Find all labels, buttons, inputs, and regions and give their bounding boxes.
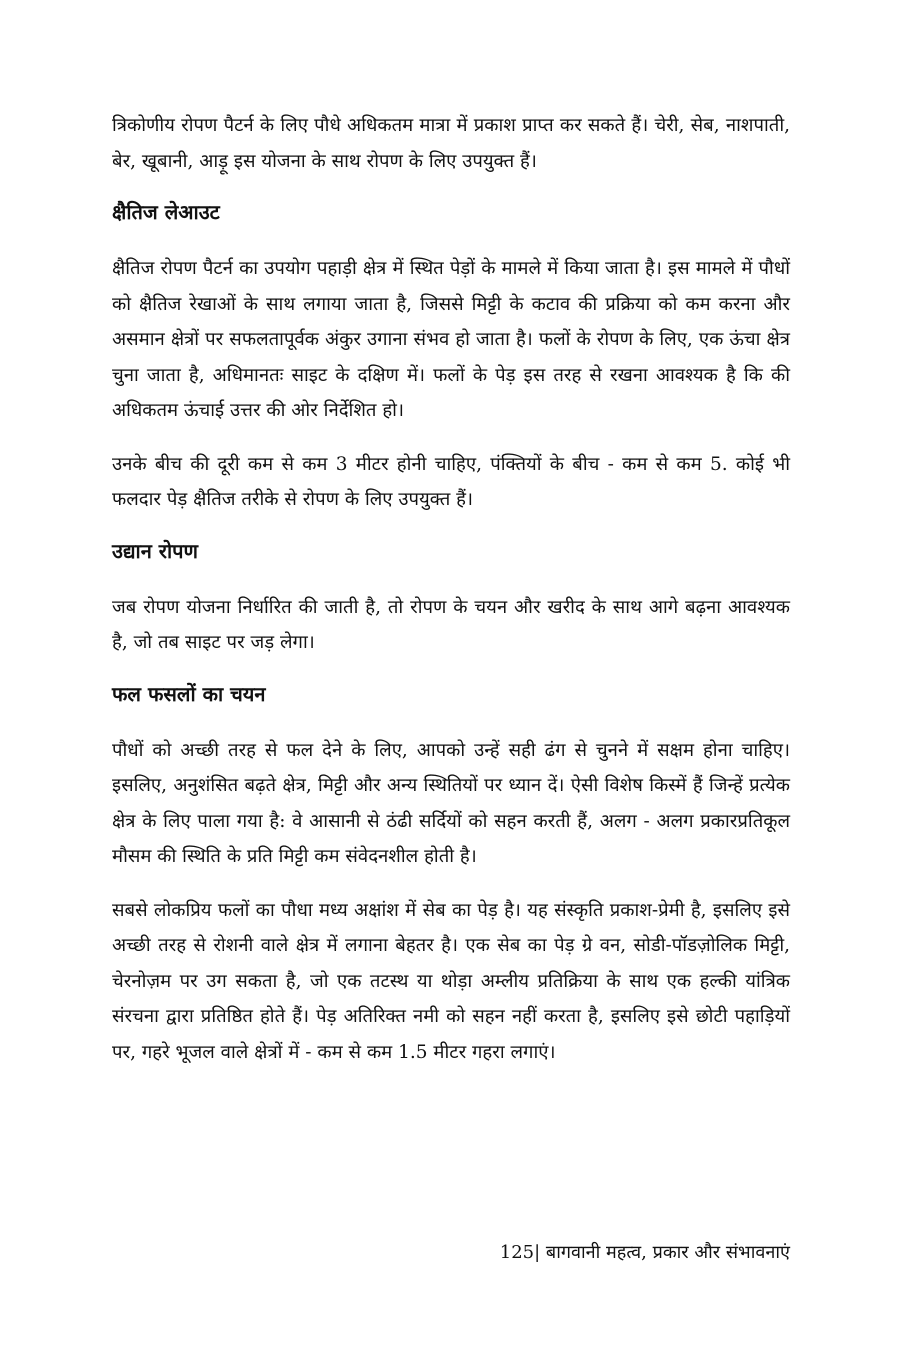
heading-fruit-crop-selection: फल फसलों का चयन bbox=[112, 681, 266, 706]
paragraph-choosing-plants: पौधों को अच्छी तरह से फल देने के लिए, आपको उन्हें सही ढंग से चुनने में सक्षम होना चाहिए। इसलिए, अनुशंसित बढ़ते क्षेत्र, मिट्टी और अन्य स्थितियों पर ध्यान दें। ऐसी विशेष किस्में हैं जिन्हें प्रत्येक क्षेत्र के लिए पाला गया है: वे आसानी से ठंढी सर्दियों को सहन करती हैं, अलग - अलग प्रकारप्रतिकूल मौसम की स्थिति के प्रति मिट्टी कम संवेदनशील होती है। bbox=[112, 739, 790, 867]
heading-horizontal-layout: क्षैतिज लेआउट bbox=[112, 200, 220, 224]
page-footer: 125| बागवानी महत्व, प्रकार और संभावनाएं bbox=[499, 1242, 790, 1263]
heading-garden-planting: उद्यान रोपण bbox=[112, 538, 198, 563]
paragraph-spacing: उनके बीच की दूरी कम से कम 3 मीटर होनी चाहिए, पंक्तियों के बीच - कम से कम 5. कोई भी फलदार पेड़ क्षैतिज तरीके से रोपण के लिए उपयुक्त हैं। bbox=[112, 453, 790, 510]
document-body bbox=[112, 108, 790, 1088]
paragraph-planting-plan: जब रोपण योजना निर्धारित की जाती है, तो रोपण के चयन और खरीद के साथ आगे बढ़ना आवश्यक है, जो तब साइट पर जड़ लेगा। bbox=[112, 596, 790, 653]
paragraph-triangular-planting: त्रिकोणीय रोपण पैटर्न के लिए पौधे अधिकतम मात्रा में प्रकाश प्राप्त कर सकते हैं। चेरी, सेब, नाशपाती, बेर, खूबानी, आड़ू इस योजना के साथ रोपण के लिए उपयुक्त हैं। bbox=[112, 115, 790, 172]
paragraph-apple-tree: सबसे लोकप्रिय फलों का पौधा मध्य अक्षांश में सेब का पेड़ है। यह संस्कृति प्रकाश-प्रेमी है, इसलिए इसे अच्छी तरह से रोशनी वाले क्षेत्र में लगाना बेहतर है। एक सेब का पेड़ ग्रे वन, सोडी-पॉडज़ोलिक मिट्टी, चेरनोज़म पर उग सकता है, जो एक तटस्थ या थोड़ा अम्लीय प्रतिक्रिया के साथ एक हल्की यांत्रिक संरचना द्वारा प्रतिष्ठित होते हैं। पेड़ अतिरिक्त नमी को सहन नहीं करता है, इसलिए इसे छोटी पहाड़ियों पर, गहरे भूजल वाले क्षेत्रों में - कम से कम 1.5 मीटर गहरा लगाएं। bbox=[112, 899, 790, 1063]
paragraph-horizontal-planting: क्षैतिज रोपण पैटर्न का उपयोग पहाड़ी क्षेत्र में स्थित पेड़ों के मामले में किया जाता है। इस मामले में पौधों को क्षैतिज रेखाओं के साथ लगाया जाता है, जिससे मिट्टी के कटाव की प्रक्रिया को कम करना और असमान क्षेत्रों पर सफलतापूर्वक अंकुर उगाना संभव हो जाता है। फलों के रोपण के लिए, एक ऊंचा क्षेत्र चुना जाता है, अधिमानतः साइट के दक्षिण में। फलों के पेड़ इस तरह से रखना आवश्यक है कि की अधिकतम ऊंचाई उत्तर की ओर निर्देशित हो। bbox=[112, 258, 790, 421]
